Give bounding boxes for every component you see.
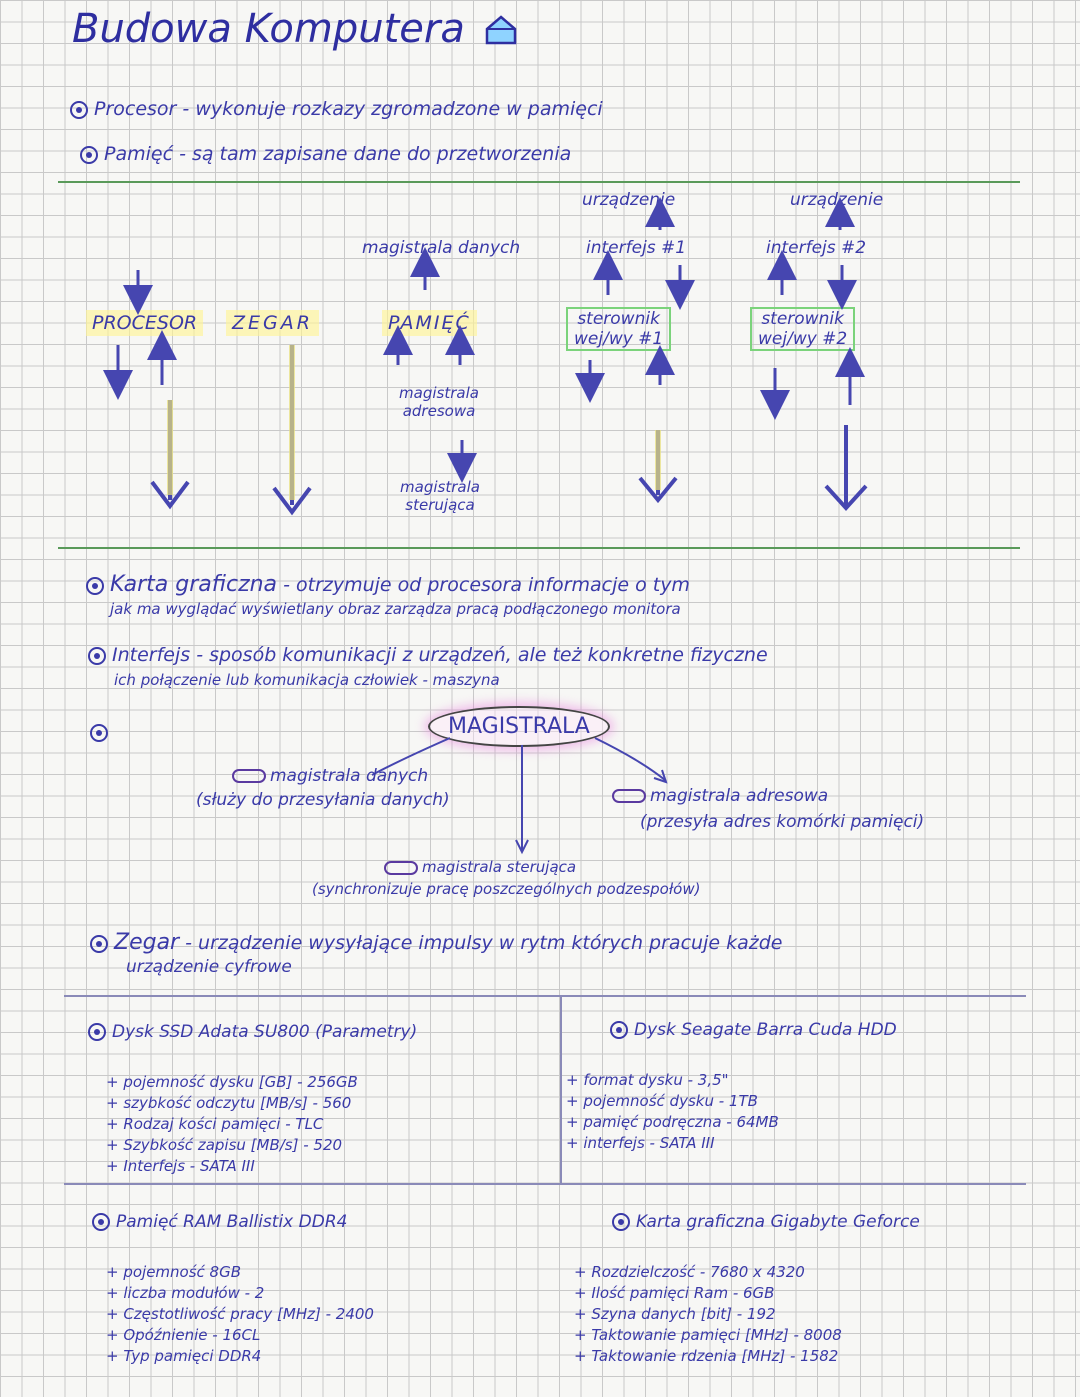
divider: [64, 1183, 1026, 1185]
magistrala-center: MAGISTRALA: [428, 706, 610, 747]
magistrala-adresowa-desc: (przesyła adres komórki pamięci): [640, 812, 925, 832]
karta-line2: jak ma wyglądać wyświetlany obraz zarządza pracą podłączonego monitora: [110, 600, 681, 618]
zegar-definition: [90, 930, 782, 955]
magistrala-adresowa-text: magistrala adresowa: [650, 786, 829, 806]
pamiec-box: PAMIĘĆ: [382, 310, 477, 336]
ram-param: + Częstotliwość pracy [MHz] - 2400: [106, 1305, 374, 1323]
divider: [58, 547, 1020, 549]
hdd-param: + pojemność dysku - 1TB: [566, 1092, 758, 1110]
ram-header-text: Pamięć RAM Ballistix DDR4: [116, 1212, 348, 1232]
gpu-param: + Taktowanie rdzenia [MHz] - 1582: [574, 1347, 839, 1365]
bullet-icon: [90, 935, 108, 953]
magistrala-danych-node: [232, 766, 428, 786]
karta-line1: - otrzymuje od procesora informacje o tym: [283, 574, 690, 596]
interfejs-2-label: interfejs #2: [766, 238, 867, 258]
pill-icon: [612, 789, 646, 803]
zegar-term: Zegar: [114, 930, 180, 955]
hdd-param: + pamięć podręczna - 64MB: [566, 1113, 779, 1131]
ram-header: [92, 1212, 347, 1232]
bullet-icon: [88, 647, 106, 665]
ssd-params: [106, 1072, 358, 1177]
gpu-header: [612, 1212, 920, 1232]
ram-params: [106, 1262, 374, 1367]
sterownik-2-line2: wej/wy #2: [758, 329, 848, 349]
def-term: Procesor: [94, 98, 177, 120]
hdd-header-text: Dysk Seagate Barra Cuda HDD: [634, 1020, 897, 1040]
gpu-param: + Taktowanie pamięci [MHz] - 8008: [574, 1326, 842, 1344]
def-text: - wykonuje rozkazy zgromadzone w pamięci: [182, 98, 603, 120]
interfejs-line1: - sposób komunikacji z urządzeń, ale też konkretne fizyczne: [196, 644, 768, 666]
def-term: Pamięć: [104, 143, 174, 165]
ram-param: + Opóźnienie - 16CL: [106, 1326, 261, 1344]
zegar-box: ZEGAR: [226, 310, 319, 336]
ssd-param: + szybkość odczytu [MB/s] - 560: [106, 1094, 352, 1112]
ssd-param: + Szybkość zapisu [MB/s] - 520: [106, 1136, 343, 1154]
pill-icon: [232, 769, 266, 783]
urzadzenie-1-label: urządzenie: [582, 190, 676, 210]
interfejs-definition: [88, 644, 768, 666]
karta-definition: [86, 572, 690, 597]
magistrala-danych-label: magistrala danych: [362, 238, 521, 258]
interfejs-1-label: interfejs #1: [586, 238, 687, 258]
magistrala-danych-desc: (służy do przesyłania danych): [196, 790, 450, 810]
magistrala-sterujaca-desc: (synchronizuje pracę poszczególnych podzespołów): [312, 880, 701, 898]
ssd-header: [88, 1022, 417, 1042]
gpu-param: + Ilość pamięci Ram - 6GB: [574, 1284, 775, 1302]
sterownik-2-line1: sterownik: [761, 309, 844, 329]
diagram-arrows: [0, 0, 1080, 560]
bullet-icon: [92, 1213, 110, 1231]
ssd-header-text: Dysk SSD Adata SU800 (Parametry): [112, 1022, 418, 1042]
title-text: Budowa Komputera: [72, 6, 465, 52]
gpu-header-text: Karta graficzna Gigabyte Geforce: [636, 1212, 920, 1232]
bullet-icon: [612, 1213, 630, 1231]
magistrala-adresowa-node: [612, 786, 828, 806]
gpu-param: + Rozdzielczość - 7680 x 4320: [574, 1263, 805, 1281]
hdd-param: + interfejs - SATA III: [566, 1134, 715, 1152]
bullet-icon: [610, 1021, 628, 1039]
hdd-params: [566, 1070, 779, 1154]
bullet-icon: [88, 1023, 106, 1041]
gpu-params: [574, 1262, 842, 1367]
hdd-header: [610, 1020, 897, 1040]
sterownik-1-line1: sterownik: [577, 309, 660, 329]
karta-term: Karta graficzna: [110, 572, 278, 597]
magistrala-sterujaca-node: [384, 858, 576, 876]
magistrala-sterujaca-label: magistrala sterująca: [400, 478, 480, 514]
ssd-param: + Rodzaj kości pamięci - TLC: [106, 1115, 324, 1133]
ram-param: + pojemność 8GB: [106, 1263, 242, 1281]
bullet-icon: [86, 577, 104, 595]
ssd-param: + Interfejs - SATA III: [106, 1157, 255, 1175]
procesor-box: PROCESOR: [86, 310, 203, 336]
magistrala-sterujaca-text: magistrala sterująca: [422, 858, 577, 876]
urzadzenie-2-label: urządzenie: [790, 190, 884, 210]
ssd-param: + pojemność dysku [GB] - 256GB: [106, 1073, 358, 1091]
zegar-line2: urządzenie cyfrowe: [126, 957, 292, 977]
magistrala-danych-text: magistrala danych: [270, 766, 429, 786]
pill-icon: [384, 861, 418, 875]
divider: [560, 995, 562, 1183]
interfejs-term: Interfejs: [112, 644, 191, 666]
zegar-line1: - urządzenie wysyłające impulsy w rytm których pracuje każde: [185, 932, 783, 954]
def-text: - są tam zapisane dane do przetworzenia: [179, 143, 572, 165]
hdd-param: + format dysku - 3,5": [566, 1071, 729, 1089]
magistrala-adresowa-label: magistrala adresowa: [399, 384, 479, 420]
ram-param: + liczba modułów - 2: [106, 1284, 265, 1302]
divider: [64, 995, 1026, 997]
ram-param: + Typ pamięci DDR4: [106, 1347, 262, 1365]
interfejs-line2: ich połączenie lub komunikacja człowiek - maszyna: [114, 671, 500, 689]
gpu-param: + Szyna danych [bit] - 192: [574, 1305, 776, 1323]
bullet-icon: [90, 722, 114, 742]
sterownik-1-line2: wej/wy #1: [574, 329, 664, 349]
